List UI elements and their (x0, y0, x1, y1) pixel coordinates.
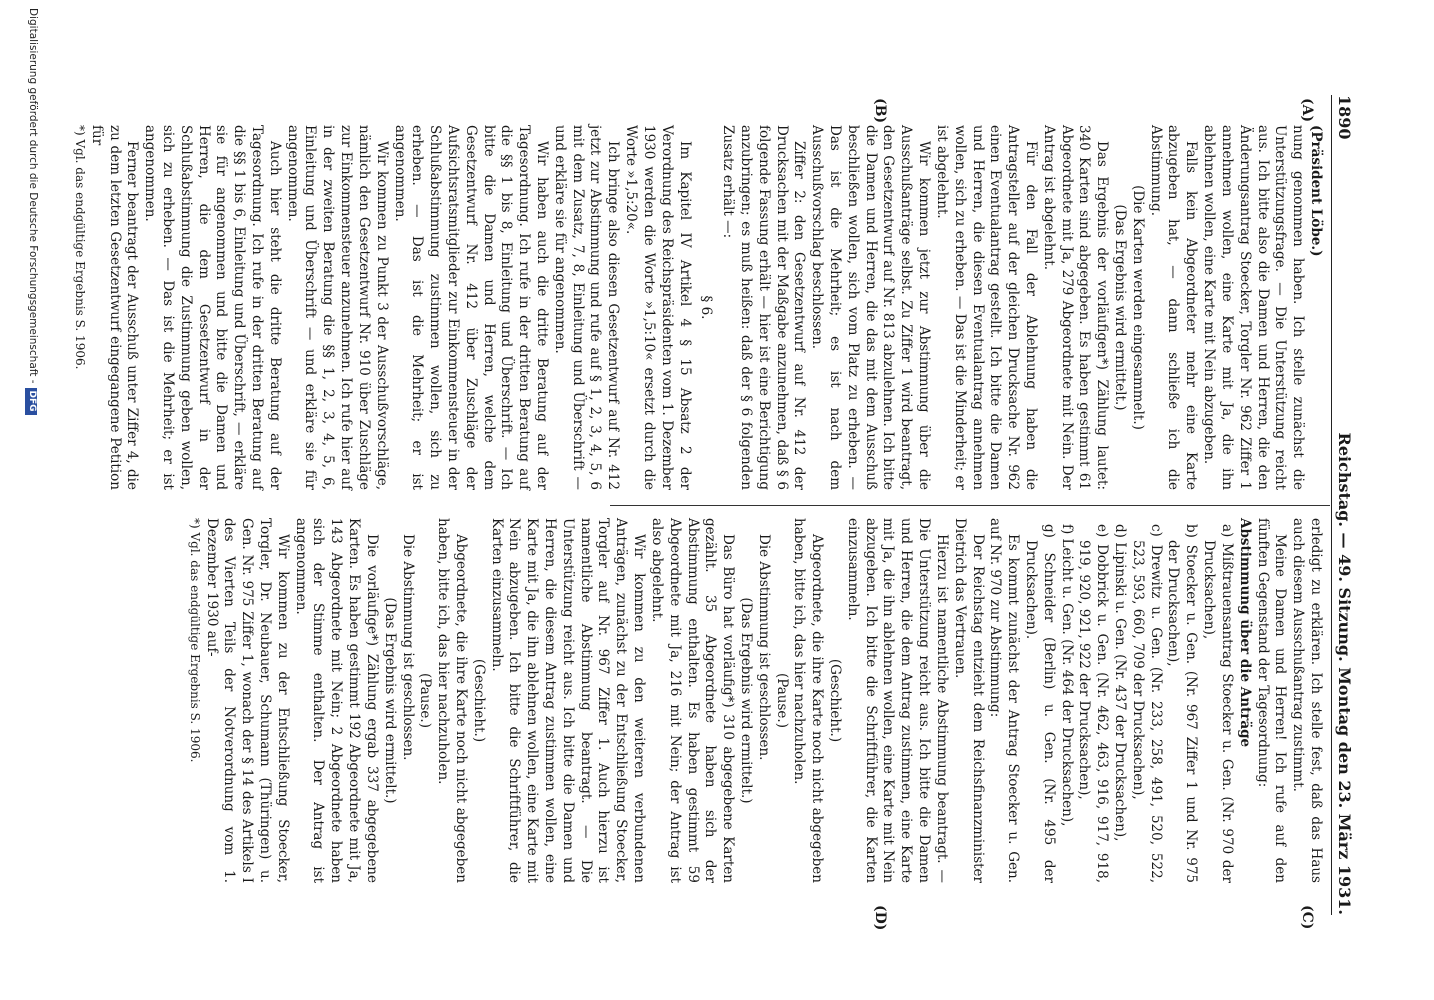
funding-text: Digitalisierung gefördert durch die Deutsche Forschungsgemeinschaft - (27, 8, 39, 384)
paragraph: Im Kapitel IV Artikel 4 § 15 Absatz 2 der Verordnung des Reichspräsidenten vom 1. Dezember 1930 werden die Worte »1,5:10« ersetzt durch die Worte »1,5:20«. (623, 125, 693, 490)
paragraph: a) Mißtrauensantrag Stoecker u. Gen. (Nr. 970 der Drucksachen), (1201, 524, 1235, 883)
paragraph: c) Drewitz u. Gen. (Nr. 233, 258, 491, 520, 522, 523, 593, 660, 709 der Drucksachen), (1129, 524, 1164, 883)
paragraph: erledigt zu erklären. Ich stelle fest, daß das Haus auch diesem Ausschußantrag zustimmt. (1290, 518, 1324, 883)
footnote: *) Vgl. das endgültige Ergebnis S. 1906. (72, 125, 87, 370)
paragraph: nung genommen haben. Ich stelle zunächst die Unterstützungsfrage. — Die Unterstützung reicht aus. Ich bitte also die Damen und Herren, die den Änderungsantrag Stoecker, Torgler Nr. 962 Ziffer 1 annehmen wollen, eine Karte mit Ja, die ihn ablehnen wollen, eine Karte mit Nein abzugeben. (1201, 125, 1307, 490)
margin-letter-c: (C) (1299, 905, 1315, 930)
paragraph: Wir kommen zu der Entschließung Stoecker, Torgler, Dr. Neubauer, Schumann (Thüringen) u. Gen. Nr. 975 Ziffer 1, wonach der § 14 des Artikels I des Vierten Teils der Notverordnung vom 1. Dezember 1930 auf- (203, 518, 291, 883)
paragraph: d) Lipinski u. Gen. (Nr. 437 der Drucksachen), (1112, 524, 1129, 842)
stage-direction: (Das Ergebnis wird ermittelt.) (381, 597, 398, 804)
paragraph: e) Dobbrick u. Gen. (Nr. 462, 463, 916, 917, 918, 919, 920, 921, 922 der Drucksachen), (1076, 524, 1111, 883)
stage-direction: (Das Ergebnis wird ermittelt.) (1112, 204, 1129, 411)
margin-letter-d: (D) (872, 905, 888, 931)
column-divider (610, 505, 1330, 506)
paragraph: Meine Damen und Herren! Ich rufe auf den fünften Gegenstand der Tagesordnung: (1254, 518, 1289, 883)
paragraph: Ich bringe also diesen Gesetzentwurf auf Nr. 412 jetzt zur Abstimmung und rufe auf § 1, 2, 3, 4, 5, 6 mit dem Zusatz, 7, 8, Einleitung und Überschrift — und erkläre sie für angenommen. (551, 125, 622, 490)
paragraph: Wir kommen zu den weiteren verbundenen Anträgen, zunächst zu der Entschließung Stoecker, Torgler auf Nr. 967 Ziffer 1. Auch hierzu ist namentliche Abstimmung beantragt. — Die Unterstützung reicht aus. Ich bitte die Damen und Herren, die diesem Antrag zustimmen wollen, eine Karte mit Ja, die ihn ablehnen wollen, eine Karte mit Nein abzugeben. Ich bitte die Schriftführer, die Karten einzusammeln. (488, 518, 648, 883)
paragraph: Auch hier steht die dritte Beratung auf der Tagesordnung. Ich rufe in der dritten Beratung auf die §§ 1 bis 6, Einleitung und Überschrift, — erkläre sie für angenommen und bitte die Damen und Herren, die dem Gesetzentwurf in der Schlußabstimmung die Zustimmung geben wollen, sich zu erheben. — Das ist die Mehrheit; er ist angenommen. (142, 125, 283, 490)
paragraph: Es kommt zunächst der Antrag Stoecker u. Gen. auf Nr. 970 zur Abstimmung: (987, 518, 1022, 883)
paragraph: Für den Fall der Ablehnung haben die Antragsteller auf der gleichen Drucksache Nr. 962 einen Eventualantrag gestellt. Ich bitte die Damen und Herren, die diesen Eventualantrag annehmen wollen, sich zu erheben. — Das ist die Minderheit; er ist abgelehnt. (933, 125, 1039, 490)
left-column (71, 125, 1324, 490)
paragraph: Ziffer 2: den Gesetzentwurf auf Nr. 412 der Drucksachen mit der Maßgabe anzunehmen, daß § 6 folgende Fassung erhält — hier ist eine Berichtigung anzubringen; es muß heißen: daß der § 6 folgenden Zusatz erhält —: (720, 125, 808, 490)
margin-letter-b: (B) (872, 98, 888, 124)
page-number: 1890 (1335, 95, 1355, 140)
paragraph: Wir kommen zu Punkt 3 der Ausschußvorschläge, nämlich den Gesetzentwurf Nr. 910 über Zuschläge zur Einkommensteuer anzunehmen. Ich rufe hier auf in der zweiten Beratung die §§ 1, 2, 3, 4, 5, 6, Einleitung und Überschrift — und erkläre sie für angenommen. (284, 125, 390, 490)
page-header (1331, 95, 1358, 915)
paragraph: Falls kein Abgeordneter mehr eine Karte abzugeben hat, — dann schließe ich die Abstimmung. (1147, 125, 1200, 490)
stage-direction: (Geschieht.) (827, 658, 844, 743)
paragraph: Wir kommen jetzt zur Abstimmung über die Ausschußanträge selbst. Zu Ziffer 1 wird beantragt, den Gesetzentwurf auf Nr. 813 abzulehnen. Ich bitte die Damen und Herren, die das mit dem Ausschuß beschließen wollen, sich vom Platz zu erheben. — Das ist die Mehrheit; es ist nach dem Ausschußvorschlag beschlossen. (809, 125, 933, 490)
paragraph: Die Abstimmung ist geschlossen. (399, 534, 416, 761)
paragraph: Wir haben auch die dritte Beratung auf der Tagesordnung. Ich rufe in der dritten Beratung auf die §§ 1 bis 8, Einleitung und Überschrift. — Ich bitte die Damen und Herren, welche dem Gesetzentwurf Nr. 412 über Zuschläge der Aufsichtsratsmitglieder zur Einkommensteuer in der Schlußabstimmung zustimmen wollen, sich zu erheben. — Das ist die Mehrheit; er ist angenommen. (391, 125, 551, 490)
section-heading: Abstimmung über die Anträge (1236, 518, 1253, 748)
right-column (186, 518, 1324, 883)
paragraph: Das Büro hat vorläufig*) 310 abgegebene Karten gezählt. 35 Abgeordnete haben sich der Abstimmung enthalten. Es haben gestimmt 59 Abgeordnete mit Ja, 216 mit Nein; der Antrag ist also abgelehnt. (648, 518, 737, 883)
stage-direction: (Geschieht.) (470, 658, 487, 743)
paragraph: Abgeordnete, die ihre Karte noch nicht abgegeben haben, bitte ich, das hier nachzuholen. (435, 518, 469, 883)
dfg-logo: DFG (25, 388, 37, 415)
page-title: Reichstag. — 49. Sitzung. Montag den 23. März 1931. (1335, 432, 1355, 915)
paragraph: Ferner beantragt der Ausschuß unter Ziffer 4, die zu dem letzten Gesetzentwurf eingegangene Petition für (88, 125, 141, 490)
paragraph: Die Abstimmung ist geschlossen. (755, 534, 772, 761)
paragraph: Der Reichstag entzieht dem Reichsfinanzminister Dietrich das Vertrauen. (951, 518, 986, 883)
paragraph: g) Schneider (Berlin) u. Gen. (Nr. 495 der Drucksachen). (1023, 524, 1057, 883)
stage-direction: (Pause.) (417, 673, 434, 728)
paragraph: Die vorläufige*) Zählung ergab 337 abgegebene Karten. Es haben gestimmt 192 Abgeordnete mit Ja, 143 Abgeordnete mit Nein; 2 Abgeordnete haben sich der Stimme enthalten. Der Antrag ist angenommen. (292, 518, 380, 883)
stage-direction: (Das Ergebnis wird ermittelt.) (738, 597, 754, 804)
section-heading: (Präsident Löbe.) (1308, 125, 1324, 257)
paragraph: b) Stoecker u. Gen. (Nr. 967 Ziffer 1 und Nr. 975 der Drucksachen), (1165, 524, 1200, 883)
margin-letter-a: (A) (1299, 98, 1315, 123)
stage-direction: (Die Karten werden eingesammelt.) (1129, 185, 1146, 430)
stage-direction: (Pause.) (773, 673, 790, 728)
funding-note (25, 8, 39, 415)
footnote: *) Vgl. das endgültige Ergebnis S. 1906. (187, 518, 202, 763)
paragraph: Abgeordnete, die ihre Karte noch nicht abgegeben haben, bitte ich, das hier nachzuholen. (791, 518, 826, 883)
paragraph: Das Ergebnis der vorläufigen*) Zählung lautet: 340 Karten sind abgegeben. Es haben gestimmt 61 Abgeordnete mit Ja, 279 Abgeordnete mit Nein. Der Antrag ist abgelehnt. (1040, 125, 1111, 490)
paragraph: Hierzu ist namentliche Abstimmung beantragt. — Die Unterstützung reicht aus. Ich bitte die Damen und Herren, die dem Antrag zustimmen, eine Karte mit Ja, die ihn ablehnen wollen, eine Karte mit Nein abzugeben. Ich bitte die Schriftführer, die Karten einzusammeln. (844, 518, 950, 883)
paragraph: f) Leicht u. Gen. (Nr. 464 der Drucksachen), (1058, 524, 1075, 827)
stage-direction: § 6. (698, 295, 715, 320)
